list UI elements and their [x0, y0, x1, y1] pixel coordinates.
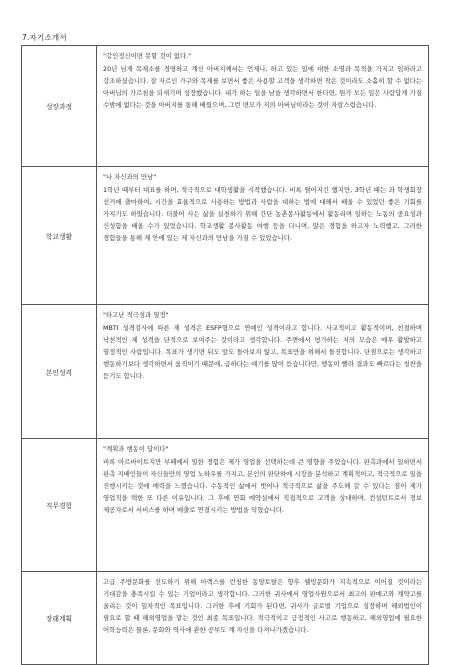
- row-content-growth: [97, 46, 429, 167]
- row-heading: "타고난 적극성과 열정": [103, 311, 169, 319]
- row-label-growth: 성장과정: [22, 46, 97, 167]
- row-heading: "계획과 행동이 답이다": [103, 445, 169, 453]
- row-heading: "나 자신과의 만남": [103, 173, 157, 181]
- row-label-school: 학교생활: [22, 167, 97, 305]
- self-introduction-table: [21, 45, 429, 665]
- row-label-experience: 직무경험: [22, 439, 97, 572]
- row-content-future: [97, 572, 429, 665]
- row-text: 비록 아르바이트지만 부페에서 일한 경험은 제가 영업을 선택하는데 큰 영향을 주었습니다. 판촉과에서 일하면서 판촉 지배인들이 자신들만의 영업 노하우를 가지고, 본인의 판단하에 시장을 분석하고 계획적이고, 적극적으로 일을 진행시키는 것에 매력을 느꼈습니다. 수동적인 삶에서 벗어나 적극적으로 삶을 주도해 갈 수 있다는 점이 제가 영업직을 택한 또 다른 이유입니다. 그 후에 연회 예약실에서 직접적으로 고객을 상대하며, 컨설턴트로서 정보 제공자로서 서비스를 하며 매출로 연결시키는 방법을 익혔습니다.: [103, 458, 422, 514]
- row-text: 1학년 때부터 대표를 하며, 적극적으로 대학생활을 시작했습니다. 비록 떨어지긴 했지만, 3학년 때는 과 학생회장 선거에 출마하여, 시간을 효율적으로 사용하는 방법과 사람을 대하는 법에 대해서 배울 수 있었던 좋은 기회를 가지기도 하였습니다. 더불어 사는 삶을 실천하기 위해 간단 농촌봉사활동에서 활동리며 일하는 노동의 중요성과 신성함을 배울 수가 있었습니다. 학교생활 봉사활동 여행 등을 다니며, 많은 경험을 하고자 노력했고, 그러한 경험들을 통해 제 안에 있는 제 자신과의 만남을 가질 수 있었습니다.: [103, 186, 422, 242]
- table-row: [22, 572, 429, 665]
- row-label-personality: 본인성격: [22, 305, 97, 439]
- row-text: MBTI 성격검사에 따른 제 성격은 ESFP형으로 연예인 성격이라고 합니다. 사교적이고 활동적이며, 친절하며 낙천적인 제 성격을 단적으로 보여주는 것이라고 생각합니다. 주변에서 평가하는 저의 모습은 매우 활발하고 열정적인 사람입니다. 목표가 생기면 뒤도 앞도 돌아보지 않고, 목표만을 위해서 돌진합니다. 단점으로는 생각하고 행동하기보다 생각하면서 움직이기 때문에, 급하다는 얘기를 많이 듣습니다만, 행동이 빨라 결과도 빠르다는 칭찬을 듣기도 합니다.: [103, 324, 422, 380]
- section-title: 7.자기소개서: [22, 33, 67, 42]
- row-label-future: 장래계획: [22, 572, 97, 665]
- row-content-school: [97, 167, 429, 305]
- table-row: [22, 305, 429, 439]
- row-text: 20년 넘게 목재소를 경영하고 계신 아버지께서는 언제나, 하고 있는 일에 대한 소명과 목적을 가지고 임하라고 강조하셨습니다. 잘 자르인 가구와 목재를 보면서 좋은 사용할 고객을 생각하면 작은 것이라도 소홀히 할 수 없다는 아버님의 가르침을 되새기며 성장했습니다. 내가 하는 일을 남을 생각하면서 한다면, 뭔가 모든 일은 사람답게 가질 수밖에 없다는 것을 아버지를 통해 배웠으며, 그런 면모가 저의 아버님이라는 것이 자랑스럽습니다.: [103, 65, 422, 109]
- table-row: [22, 46, 429, 167]
- row-content-experience: [97, 439, 429, 572]
- row-text: 고급 주방문화를 선도하기 위해 아렉스를 런칭한 동양토탈은 향후 웰빙문화가 지속적으로 이어질 것이라는 기대감을 충족시킬 수 있는 기업이라고 생각합니다. 그러한 귀사에서 영업사원으로서 최고의 판매고와 계약고를 올리는 것이 일차적인 목표입니다. 그러한 후에 기회가 된다면, 귀사가 글로벌 기업으로 성장하며 해외법인이 필요로 할 때 해외영업을 맡는 것인 최종 목표입니다. 적극적이고 긍정적인 사고로 행동하고, 해외영업에 필요한 어학능력은 물론, 문화와 역사에 관한 공부도 계 자신을 다져나가겠습니다.: [103, 578, 422, 634]
- row-content-personality: [97, 305, 429, 439]
- table-row: [22, 167, 429, 305]
- row-heading: "강인정신이면 못할 것이 없다.": [103, 52, 192, 60]
- table-row: [22, 439, 429, 572]
